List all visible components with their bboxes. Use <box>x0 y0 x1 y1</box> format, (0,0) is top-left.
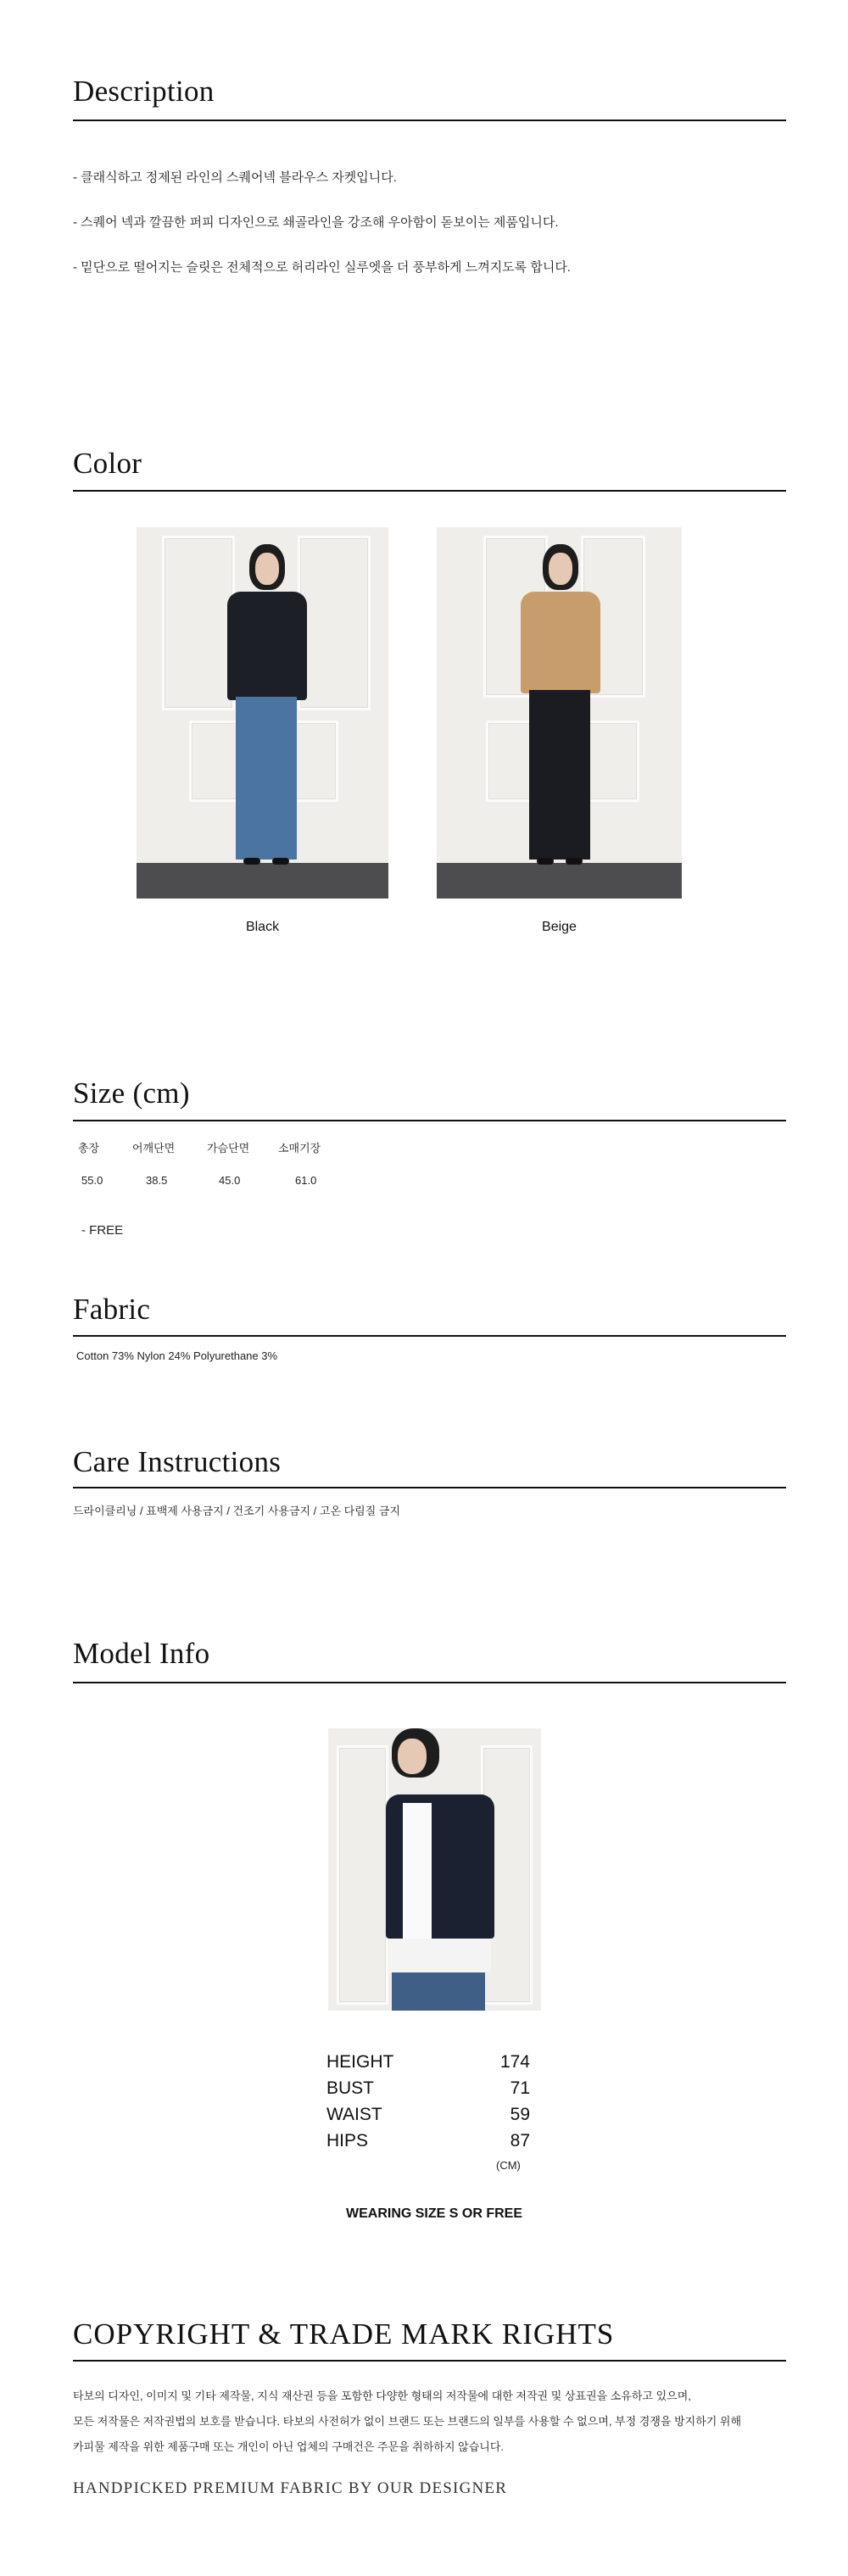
copyright-line-1: 타보의 디자인, 이미지 및 기타 제작물, 지식 재산권 등을 포함한 다양한 형태의 저작물에 대한 저작권 및 상표권을 소유하고 있으며, <box>73 2390 691 2402</box>
fabric-heading: Fabric <box>73 1293 151 1326</box>
model-divider <box>73 1682 786 1683</box>
model-wearing-size: WEARING SIZE S OR FREE <box>345 2206 522 2221</box>
footer-tagline: HANDPICKED PREMIUM FABRIC BY OUR DESIGNER <box>73 2479 508 2497</box>
size-header-chest: 가슴단면 <box>207 1142 250 1154</box>
color-divider <box>73 490 786 492</box>
model-stat-value: 87 <box>510 2131 530 2150</box>
model-heading: Model Info <box>73 1637 210 1670</box>
fabric-composition: Cotton 73% Nylon 24% Polyurethane 3% <box>76 1349 278 1362</box>
size-value-chest: 45.0 <box>219 1174 241 1187</box>
model-stat-value: 59 <box>510 2105 530 2124</box>
model-photo <box>328 1728 541 2011</box>
description-divider <box>73 120 786 121</box>
model-stat-value: 174 <box>499 2052 530 2072</box>
size-value-sleeve: 61.0 <box>295 1174 317 1187</box>
color-label-beige: Beige <box>542 920 577 934</box>
care-text: 드라이클리닝 / 표백제 사용금지 / 건조기 사용금지 / 고온 다림질 금지 <box>73 1505 401 1517</box>
fabric-divider <box>73 1335 786 1337</box>
copyright-line-3: 카피물 제작을 위한 제품구매 또는 개인이 아닌 업체의 구매건은 주문을 취하하지 않습니다. <box>73 2440 504 2453</box>
description-line-3: - 밑단으로 떨어지는 슬릿은 전체적으로 허리라인 실루엣을 더 풍부하게 느껴지도록 합니다. <box>73 260 571 275</box>
copyright-line-2: 모든 저작물은 저작권법의 보호를 받습니다. 타보의 사전허가 없이 브랜드 또는 브랜드의 일부를 사용할 수 없으며, 부정 경쟁을 방지하기 위해 <box>73 2415 742 2428</box>
model-stat-label: HIPS <box>326 2131 369 2150</box>
model-stat-value: 71 <box>510 2078 530 2098</box>
model-unit: (CM) <box>496 2159 521 2172</box>
size-header-sleeve: 소매기장 <box>278 1142 321 1154</box>
color-heading: Color <box>73 447 142 480</box>
description-heading: Description <box>73 75 215 108</box>
black-jeans <box>236 697 297 860</box>
size-note: - FREE <box>81 1223 124 1238</box>
model-stat-label: WAIST <box>326 2105 382 2124</box>
size-header-total-length: 총장 <box>78 1142 100 1154</box>
black-jacket <box>227 592 307 700</box>
description-line-2: - 스퀘어 넥과 깔끔한 퍼피 디자인으로 쇄골라인을 강조해 우아함이 돋보이는 제품입니다. <box>73 215 559 230</box>
color-label-black: Black <box>245 920 280 934</box>
product-photo-black <box>137 527 388 899</box>
beige-jacket <box>521 592 600 693</box>
model-stat-label: HEIGHT <box>326 2052 394 2072</box>
black-trousers <box>529 690 590 860</box>
size-divider <box>73 1120 786 1121</box>
size-value-shoulder: 38.5 <box>146 1174 168 1187</box>
product-photo-beige <box>437 527 682 899</box>
care-divider <box>73 1487 786 1488</box>
care-heading: Care Instructions <box>73 1445 282 1478</box>
copyright-divider <box>73 2360 786 2362</box>
model-stat-label: BUST <box>326 2078 375 2098</box>
size-heading: Size (cm) <box>73 1077 190 1110</box>
size-header-shoulder: 어깨단면 <box>132 1142 176 1154</box>
description-line-1: - 클래식하고 정제된 라인의 스퀘어넥 블라우스 자켓입니다. <box>73 170 397 185</box>
copyright-heading: COPYRIGHT & TRADE MARK RIGHTS <box>73 2317 615 2351</box>
size-value-total-length: 55.0 <box>81 1174 103 1187</box>
